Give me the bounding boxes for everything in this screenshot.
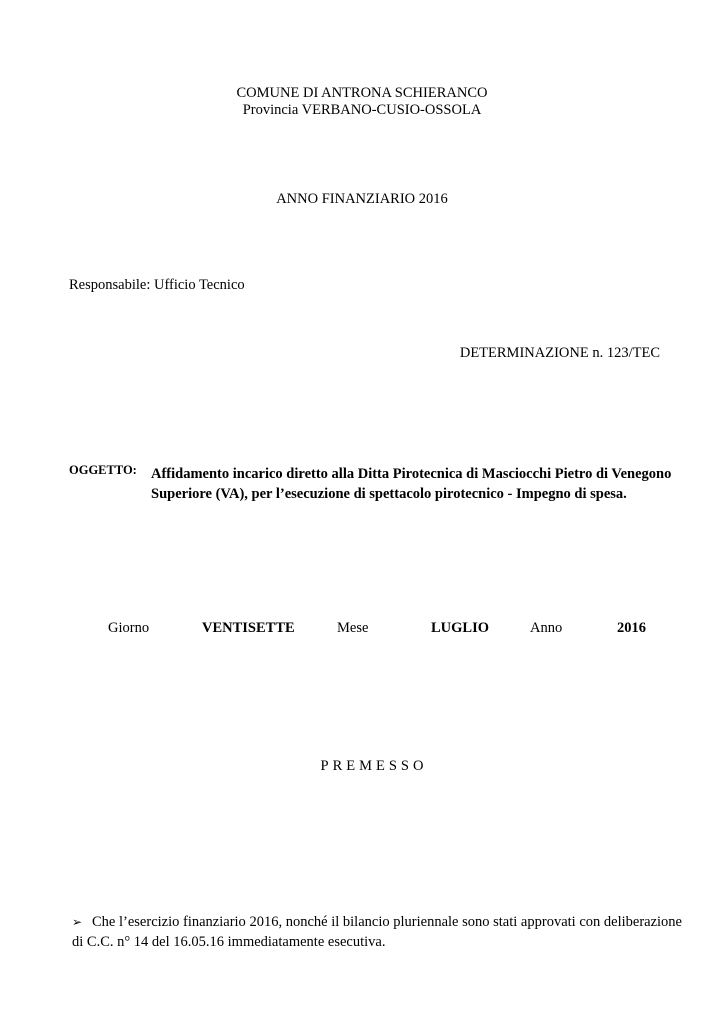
header-provincia: Provincia VERBANO-CUSIO-OSSOLA: [242, 102, 482, 118]
determinazione-number: DETERMINAZIONE n. 123/TEC: [459, 345, 660, 361]
mese-value: LUGLIO: [431, 620, 490, 636]
anno-finanziario: ANNO FINANZIARIO 2016: [276, 191, 448, 207]
giorno-label: Giorno: [108, 620, 150, 636]
arrowhead-bullet-icon: ➢: [72, 915, 83, 929]
anno-value: 2016: [617, 620, 646, 636]
giorno-value: VENTISETTE: [202, 620, 295, 636]
header-comune: COMUNE DI ANTRONA SCHIERANCO: [236, 85, 488, 101]
premesso-heading: PREMESSO: [320, 758, 428, 774]
bullet-text: Che l’esercizio finanziario 2016, nonché il bilancio pluriennale sono stati approvati con deliberazione di C.C. n° 14 del 16.05.16 immediatamente esecutiva.: [72, 914, 682, 950]
responsabile: Responsabile: Ufficio Tecnico: [69, 277, 245, 293]
anno-label: Anno: [530, 620, 563, 636]
mese-label: Mese: [337, 620, 369, 636]
oggetto-text: Affidamento incarico diretto alla Ditta Pirotecnica di Masciocchi Pietro di Venegono Superiore (VA), per l’esecuzione di spettacolo pirotecnico - Impegno di spesa.: [151, 466, 672, 502]
list-item: [72, 912, 682, 952]
oggetto-label: OGGETTO:: [69, 463, 137, 477]
